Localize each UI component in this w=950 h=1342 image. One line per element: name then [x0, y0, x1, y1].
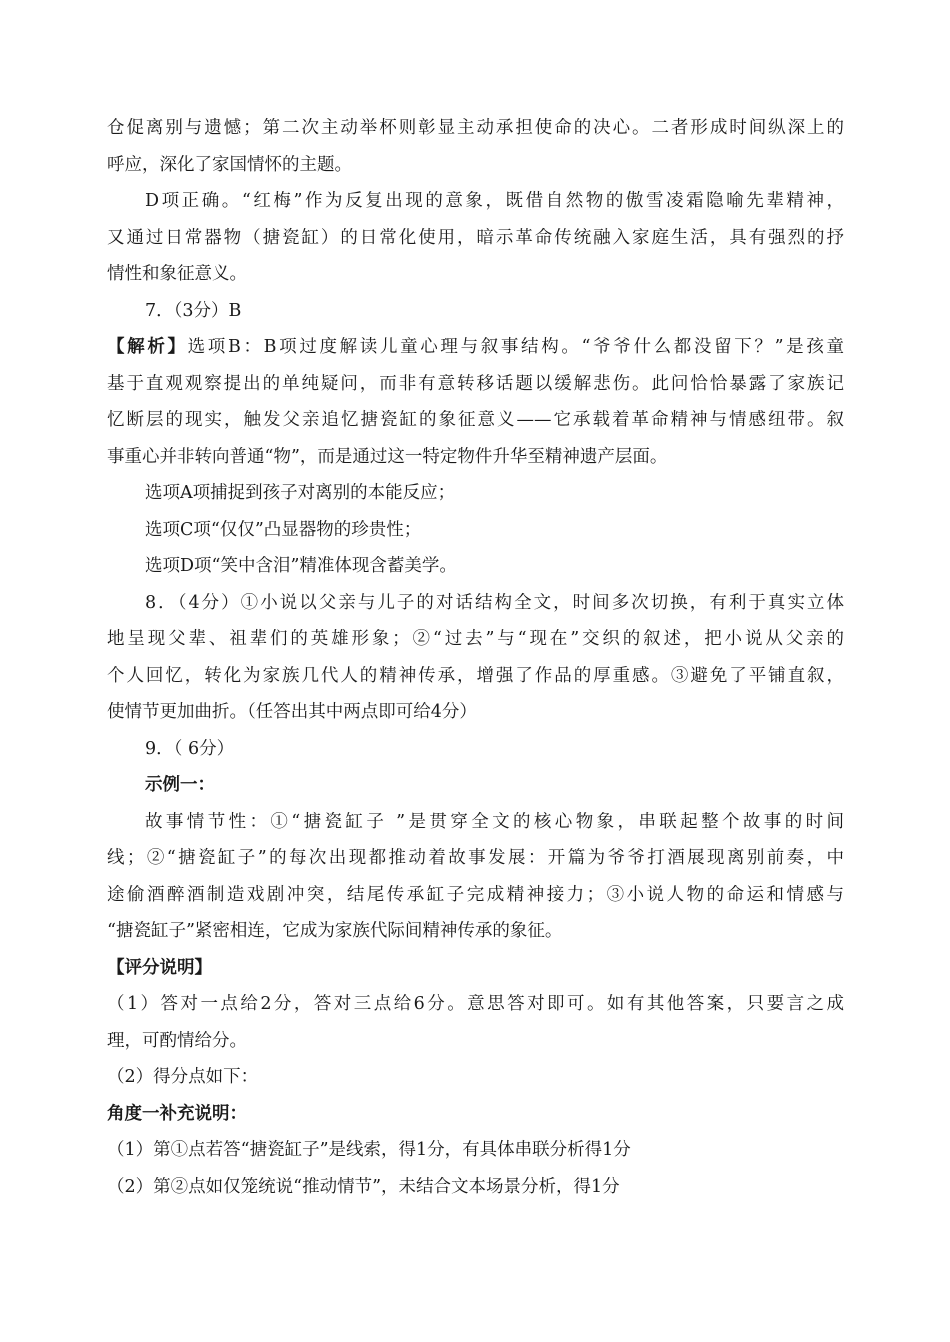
- analysis-label: 【解析】: [107, 337, 188, 357]
- scoring-heading: 【评分说明】: [107, 957, 212, 978]
- question-9-heading: 9．（ 6分）: [145, 738, 235, 759]
- scoring-line: （2）第②点如仅笼统说“推动情节”，未结合文本场景分析，得1分: [107, 1176, 620, 1197]
- scoring-line: （1）第①点若答“搪瓷缸子”是线索，得1分，有具体串联分析得1分: [107, 1140, 631, 1160]
- angle-one-heading: 角度一补充说明：: [107, 1103, 247, 1124]
- analysis-text: 选项B：B项过度解读儿童心理与叙事结构。“爷爷什么都没留下？”是孩童: [187, 337, 844, 357]
- paragraph-line: 途偷酒醉酒制造戏剧冲突，结尾传承缸子完成精神接力；③小说人物的命运和情感与: [107, 884, 844, 905]
- paragraph-line: 情性和象征意义。: [107, 264, 247, 284]
- paragraph-line: “搪瓷缸子”紧密相连，它成为家族代际间精神传承的象征。: [107, 921, 563, 941]
- option-c-line: 选项C项“仅仅”凸显器物的珍贵性；: [145, 519, 422, 540]
- paragraph-line: 个人回忆，转化为家族几代人的精神传承，增强了作品的厚重感。③避免了平铺直叙，: [107, 665, 844, 686]
- scoring-line: 理，可酌情给分。: [107, 1030, 247, 1051]
- scoring-line: （2）得分点如下：: [107, 1067, 259, 1087]
- paragraph-line: D项正确。“红梅”作为反复出现的意象，既借自然物的傲雪凌霜隐喻先辈精神，: [145, 191, 844, 211]
- paragraph-line: 呼应，深化了家国情怀的主题。: [107, 154, 352, 175]
- question-7-answer: 7．（3分）B: [145, 300, 242, 321]
- option-a-line: 选项A项捕捉到孩子对离别的本能反应；: [145, 483, 456, 503]
- paragraph-line: 忆断层的现实，触发父亲追忆搪瓷缸的象征意义——它承载着革命精神与情感纽带。叙: [107, 410, 844, 430]
- paragraph-line: 使情节更加曲折。（任答出其中两点即可给4分）: [107, 702, 477, 722]
- paragraph-line: 又通过日常器物（搪瓷缸）的日常化使用，暗示革命传统融入家庭生活，具有强烈的抒: [107, 227, 844, 248]
- paragraph-line: 基于直观观察提出的单纯疑问，而非有意转移话题以缓解悲伤。此问恰恰暴露了家族记: [107, 373, 844, 394]
- option-d-line: 选项D项“笑中含泪”精准体现含蓄美学。: [145, 556, 457, 576]
- paragraph-line: 仓促离别与遗憾；第二次主动举杯则彰显主动承担使命的决心。二者形成时间纵深上的: [107, 118, 844, 138]
- paragraph-line: 地呈现父辈、祖辈们的英雄形象；②“过去”与“现在”交织的叙述，把小说从父亲的: [107, 629, 844, 649]
- paragraph-line: 事重心并非转向普通“物”，而是通过这一特定物件升华至精神遗产层面。: [107, 446, 668, 467]
- paragraph-line: 故事情节性：①“搪瓷缸子 ”是贯穿全文的核心物象，串联起整个故事的时间: [145, 811, 844, 832]
- scoring-line: （1）答对一点给2分，答对三点给6分。意思答对即可。如有其他答案，只要言之成: [107, 994, 844, 1014]
- analysis-line: [107, 329, 844, 366]
- paragraph-line: 线；②“搪瓷缸子”的每次出现都推动着故事发展：开篇为爷爷打酒展现离别前奏，中: [107, 848, 844, 868]
- document-page: [107, 110, 844, 1205]
- question-8-answer: 8．（4分）①小说以父亲与儿子的对话结构全文，时间多次切换，有利于真实立体: [145, 592, 844, 613]
- example-heading: 示例一：: [145, 775, 215, 795]
